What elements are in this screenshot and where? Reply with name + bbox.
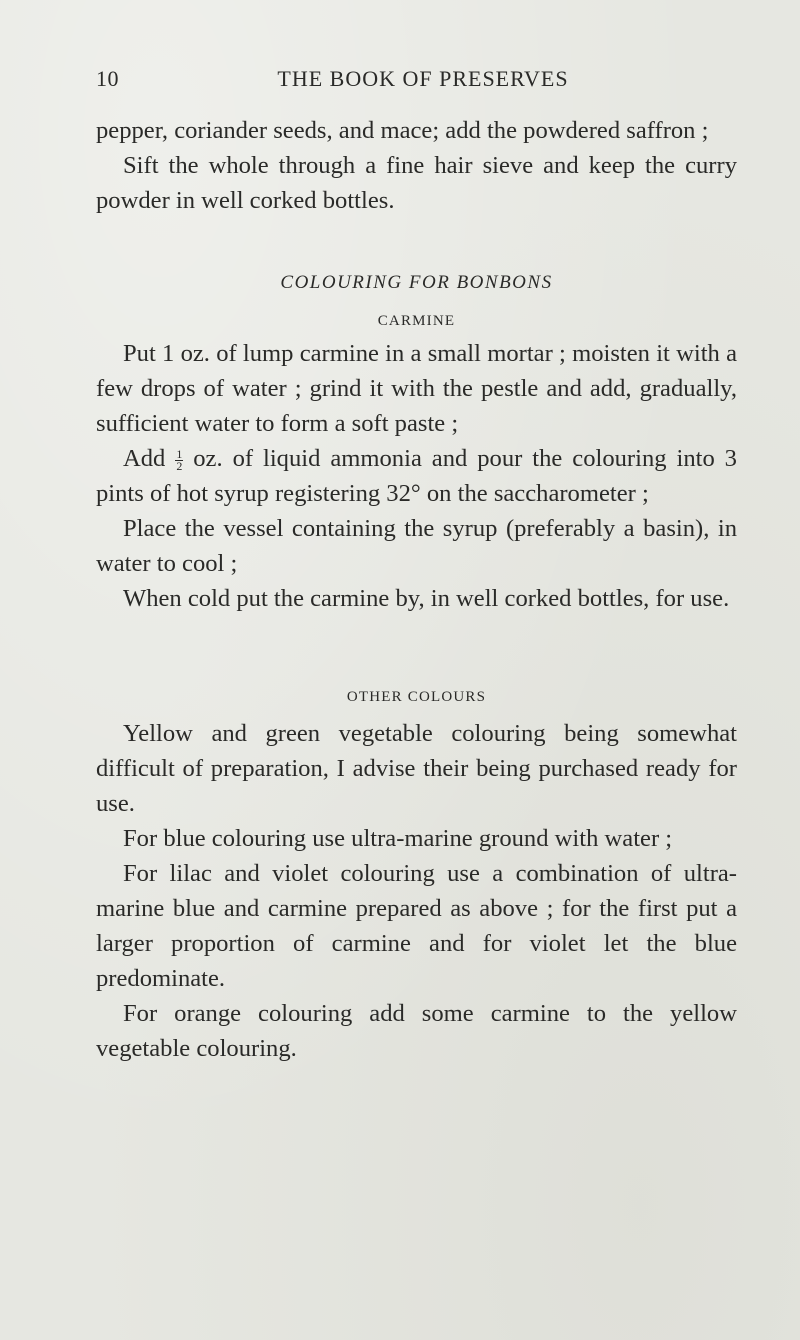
paragraph: For orange colouring add some carmine to the yellow vegetable colouring.	[96, 1000, 737, 1062]
fraction-denominator: 2	[176, 459, 183, 474]
paragraph: Put 1 oz. of lump carmine in a small mortar ; moisten it with a few drops of water ; grind it with the pestle and add, gradually, sufficient water to form a soft paste ;	[96, 340, 737, 437]
page-body	[96, 113, 737, 1066]
paragraph: Place the vessel containing the syrup (preferably a basin), in water to cool ;	[96, 515, 737, 577]
section-heading-other-colours: OTHER COLOURS	[346, 689, 487, 705]
running-head: THE BOOK OF PRESERVES	[277, 66, 569, 91]
paragraph-text: oz. of liquid ammonia and pour the colouring into 3 pints of hot syrup registering 32° on the saccharometer ;	[96, 445, 737, 507]
paragraph-ammonia	[96, 441, 737, 511]
page-number: 10	[96, 66, 119, 91]
fraction-numerator: 1	[176, 447, 183, 462]
paragraph: When cold put the carmine by, in well corked bottles, for use.	[123, 585, 730, 612]
paragraph: pepper, coriander seeds, and mace; add the powdered saffron ;	[96, 117, 709, 144]
paragraph: For blue colouring use ultra-marine ground with water ;	[123, 825, 673, 852]
section-heading-bonbons: COLOURING FOR BONBONS	[280, 272, 553, 293]
section-subheading-carmine: CARMINE	[377, 313, 456, 329]
paragraph: For lilac and violet colouring use a combination of ultra-marine blue and carmine prepared as above ; for the first put a larger proportion of carmine and for violet let the blue predominate.	[96, 860, 737, 992]
page-header	[96, 66, 736, 96]
paragraph: Yellow and green vegetable colouring being somewhat difficult of preparation, I advise their being purchased ready for use.	[96, 720, 737, 817]
paragraph: Sift the whole through a fine hair sieve and keep the curry powder in well corked bottles.	[96, 152, 737, 214]
paragraph-text: Add	[123, 445, 176, 472]
